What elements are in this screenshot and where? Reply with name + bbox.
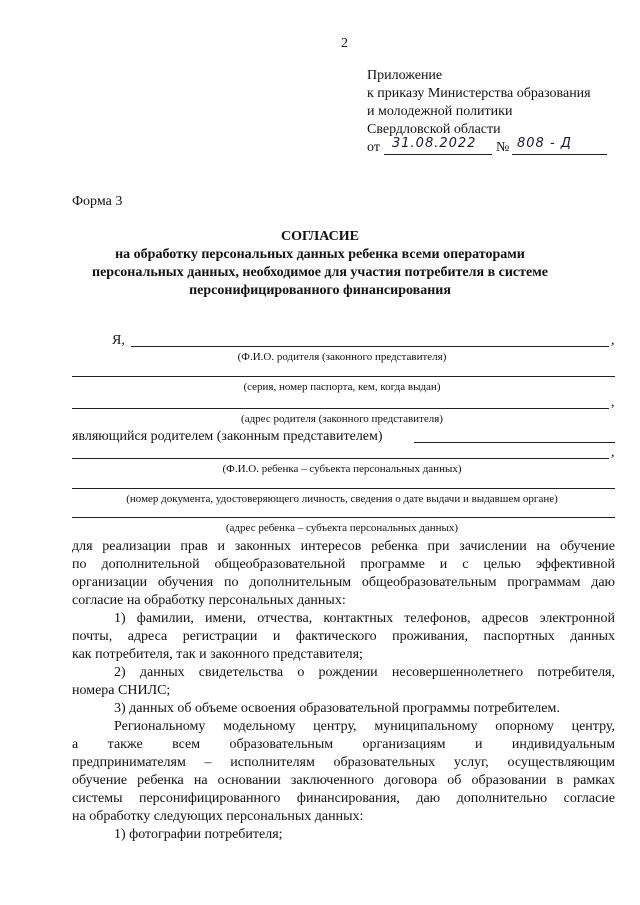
appendix-line-3: и молодежной политики xyxy=(367,104,513,119)
body-p2-line-5: системы персонифицированного финансирования, даю дополнительно согласие xyxy=(72,791,615,806)
parent-name-caption: (Ф.И.О. родителя (законного представителя) xyxy=(237,351,447,363)
parent-address-line[interactable] xyxy=(72,408,609,409)
appendix-from-label: от xyxy=(367,140,380,155)
date-line xyxy=(384,154,492,155)
child-name-caption: (Ф.И.О. ребенка – субъекта персональных данных) xyxy=(222,463,462,475)
item1-line-3: как потребителя, так и законного представителя; xyxy=(72,647,363,662)
item4-line-1: 1) фотографии потребителя; xyxy=(114,827,283,842)
item2-line-2: номера СНИЛС; xyxy=(72,683,171,698)
body-p1-line-2: по дополнительной общеобразовательной программе и с целью эффективной xyxy=(72,557,615,572)
body-p1-line-1: для реализации прав и законных интересов ребенка при зачислении на обучение xyxy=(72,539,615,554)
item1-line-2: почты, адреса регистрации и фактического проживания, паспортных данных xyxy=(72,629,615,644)
item2-line-1: 2) данных свидетельства о рождении несовершеннолетнего потребителя, xyxy=(114,665,615,680)
handwritten-number: 808 - Д xyxy=(517,136,572,151)
child-doc-line[interactable] xyxy=(72,488,615,489)
appendix-number-label: № xyxy=(496,140,510,155)
parent-address-comma: , xyxy=(611,395,615,410)
parent-name-comma: , xyxy=(611,333,615,348)
title-line-3: персонифицированного финансирования xyxy=(189,283,451,298)
page-number: 2 xyxy=(341,36,348,51)
title-line-2: персональных данных, необходимое для участия потребителя в системе xyxy=(92,265,548,280)
parent-name-line[interactable] xyxy=(131,346,609,347)
body-p1-line-4: согласие на обработку персональных данных: xyxy=(72,593,346,608)
title-heading: СОГЛАСИЕ xyxy=(281,229,359,244)
passport-line[interactable] xyxy=(72,376,615,377)
appendix-line-2: к приказу Министерства образования xyxy=(367,86,591,101)
number-line xyxy=(512,154,607,155)
form-label: Форма 3 xyxy=(72,194,123,209)
body-p2-line-2: а также всем образовательным организациям и индивидуальным xyxy=(72,737,615,752)
being-parent-line[interactable] xyxy=(414,442,615,443)
child-address-line[interactable] xyxy=(72,517,615,518)
child-doc-caption: (номер документа, удостоверяющего личность, сведения о дате выдачи и выдавшем органе) xyxy=(126,493,558,505)
passport-caption: (серия, номер паспорта, кем, когда выдан) xyxy=(243,381,441,393)
body-p2-line-3: предпринимателям – исполнителям образовательных услуг, осуществляющим xyxy=(72,755,615,770)
child-name-comma: , xyxy=(611,445,615,460)
i-label: Я, xyxy=(112,333,125,348)
child-name-line[interactable] xyxy=(72,458,609,459)
body-p1-line-3: организации обучения по дополнительным общеобразовательным программам даю xyxy=(72,575,615,590)
parent-address-caption: (адрес родителя (законного представителя) xyxy=(241,413,443,425)
appendix-line-4: Свердловской области xyxy=(367,122,501,137)
handwritten-date: 31.08.2022 xyxy=(392,136,477,151)
body-p2-line-6: на обработку следующих персональных данных: xyxy=(72,809,364,824)
body-p2-line-4: обучение ребенка на основании заключенного договора об образовании в рамках xyxy=(72,773,615,788)
body-p2-line-1: Региональному модельному центру, муниципальному опорному центру, xyxy=(114,719,615,734)
item3-line-1: 3) данных об объеме освоения образовательной программы потребителем. xyxy=(114,701,560,716)
title-line-1: на обработку персональных данных ребенка всеми операторами xyxy=(115,247,525,262)
child-address-caption: (адрес ребенка – субъекта персональных данных) xyxy=(225,522,459,534)
appendix-line-1: Приложение xyxy=(367,68,443,83)
item1-line-1: 1) фамилии, имени, отчества, контактных телефонов, адресов электронной xyxy=(114,611,615,626)
being-parent-text: являющийся родителем (законным представителем) xyxy=(72,429,383,444)
